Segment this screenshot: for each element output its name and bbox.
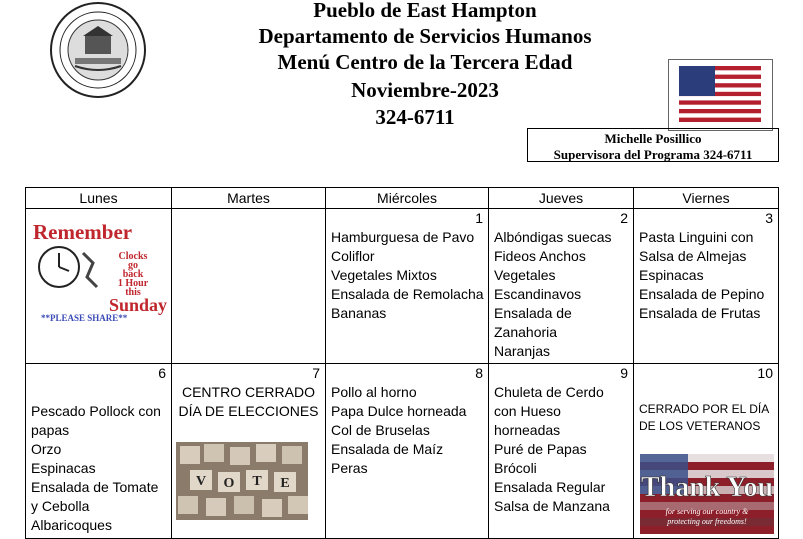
day-header-jueves: Jueves [489, 188, 634, 209]
day-cell-7 [172, 364, 326, 539]
menu-item: Vegetales [494, 267, 556, 283]
menu-item: Zanahoria [494, 324, 558, 340]
closed-notice-line-2: DÍA DE ELECCIONES [178, 403, 319, 419]
menu-item: Pasta Linguini con [639, 229, 754, 245]
vote-tiles-image [176, 442, 308, 520]
menu-items [26, 383, 171, 535]
reminder-line-1: Clocks [118, 251, 148, 262]
day-cell-empty-tuesday [172, 209, 326, 364]
day-number: 1 [475, 210, 483, 226]
day-cell-empty-monday [26, 209, 172, 364]
closed-notice-line-1: CENTRO CERRADO [181, 384, 315, 400]
weekday-header-row [26, 188, 779, 209]
menu-item: y Cebolla [31, 498, 90, 514]
day-cell-6 [26, 364, 172, 539]
menu-item: Espinacas [31, 460, 96, 476]
week-row-2 [26, 364, 779, 539]
vote-tile-e: E [280, 476, 290, 491]
menu-item: Albaricoques [31, 517, 112, 533]
menu-item: Orzo [31, 441, 62, 457]
menu-item: Naranjas [494, 343, 551, 359]
daylight-saving-reminder-image [31, 217, 169, 323]
day-number: 3 [765, 210, 773, 226]
day-header-miercoles: Miércoles [326, 188, 489, 209]
day-header-lunes: Lunes [26, 188, 172, 209]
day-cell-10 [634, 364, 779, 539]
menu-item: Ensalada Regular [494, 479, 606, 495]
menu-item: Bananas [331, 305, 387, 321]
menu-item: Hamburguesa de Pavo [331, 229, 475, 245]
menu-item: Coliflor [331, 248, 375, 264]
closed-notice-line-1: CERRADO POR EL DÍA [639, 402, 770, 416]
menu-item: Vegetales Mixtos [331, 267, 437, 283]
vote-tile-o: O [223, 476, 235, 491]
reminder-remember-text: Remember [33, 220, 133, 244]
closed-notice [634, 383, 778, 435]
day-cell-3 [634, 209, 779, 364]
menu-item: Papa Dulce horneada [331, 403, 467, 419]
reminder-share-text: **PLEASE SHARE** [41, 313, 128, 323]
day-number: 2 [620, 210, 628, 226]
menu-item: Peras [331, 460, 368, 476]
menu-item: Espinacas [639, 267, 704, 283]
menu-calendar [25, 187, 779, 539]
reminder-sunday-text: Sunday [109, 295, 168, 315]
menu-title: Menú Centro de la Tercera Edad [277, 50, 573, 74]
vote-tile-v: V [195, 474, 207, 489]
menu-item: Ensalada de [494, 305, 572, 321]
menu-item: Pollo al horno [331, 384, 417, 400]
menu-items [489, 228, 633, 361]
day-cell-8 [326, 364, 489, 539]
thank-you-subtext-2: protecting our freedoms! [667, 517, 747, 526]
day-number: 8 [475, 365, 483, 381]
menu-item: Col de Bruselas [331, 422, 430, 438]
town-seal-icon [45, 0, 151, 100]
menu-item: papas [31, 422, 70, 438]
day-header-viernes: Viernes [634, 188, 779, 209]
day-header-martes: Martes [172, 188, 326, 209]
reminder-line-5: this [125, 287, 141, 298]
thank-you-text: Thank You [640, 472, 774, 503]
phone-number: 324-6711 [375, 105, 455, 129]
supervisor-name: Michelle Posillico [604, 131, 702, 146]
menu-item: Pescado Pollock con [31, 403, 161, 419]
closed-notice-line-2: DE LOS VETERANOS [639, 419, 761, 433]
menu-items [489, 383, 633, 516]
reminder-line-3: back [122, 269, 144, 280]
month-year: Noviembre-2023 [351, 78, 499, 102]
menu-item: Ensalada de Maíz [331, 441, 444, 457]
supervisor-title: Supervisora del Programa 324-6711 [553, 147, 753, 162]
menu-item: con Hueso [494, 403, 561, 419]
department-name: Departamento de Servicios Humanos [258, 24, 592, 48]
menu-item: Ensalada de Frutas [639, 305, 761, 321]
menu-item: Fideos Anchos [494, 248, 586, 264]
menu-item: Ensalada de Pepino [639, 286, 765, 302]
menu-item: Salsa de Manzana [494, 498, 610, 514]
reminder-line-2: go [128, 260, 138, 271]
day-number: 9 [620, 365, 628, 381]
closed-notice [172, 383, 325, 421]
day-cell-9 [489, 364, 634, 539]
menu-items [634, 228, 778, 323]
supervisor-box [527, 128, 779, 162]
menu-item: Ensalada de Tomate [31, 479, 159, 495]
menu-items [326, 228, 488, 323]
day-number: 10 [757, 365, 773, 381]
day-cell-2 [489, 209, 634, 364]
thank-you-flag-image [640, 454, 774, 534]
menu-item: Chuleta de Cerdo [494, 384, 604, 400]
menu-item: Escandinavos [494, 286, 582, 302]
reminder-line-4: 1 Hour [117, 278, 149, 289]
vote-tile-t: T [252, 474, 262, 489]
menu-items [326, 383, 488, 478]
menu-item: Salsa de Almejas [639, 248, 747, 264]
town-name: Pueblo de East Hampton [313, 0, 537, 22]
week-row-1 [26, 209, 779, 364]
thank-you-subtext-1: for serving our country & [665, 507, 749, 516]
day-number: 6 [158, 365, 166, 381]
menu-item: horneadas [494, 422, 561, 438]
menu-item: Puré de Papas [494, 441, 587, 457]
menu-item: Ensalada de Remolacha [331, 286, 484, 302]
menu-item: Brócoli [494, 460, 537, 476]
day-cell-1 [326, 209, 489, 364]
menu-item: Albóndigas suecas [494, 229, 612, 245]
us-flag-icon [668, 59, 773, 131]
day-number: 7 [312, 365, 320, 381]
